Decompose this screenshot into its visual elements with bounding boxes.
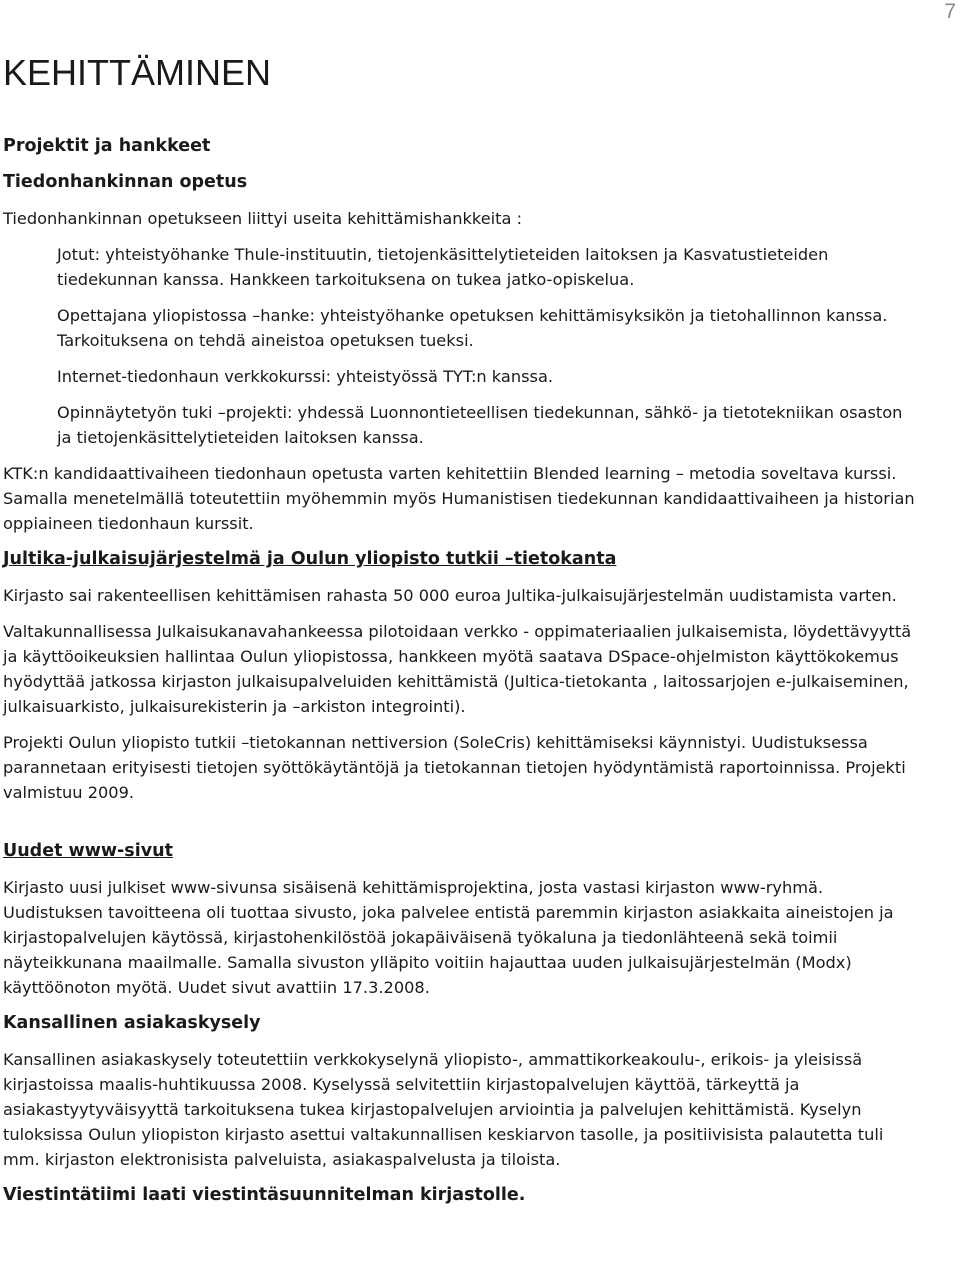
section-heading-www: Uudet www-sivut [3, 841, 173, 861]
list-item: Opinnäytetyön tuki –projekti: yhdessä Luonnontieteellisen tiedekunnan, sähkö- ja tietotekniikan osaston ja tietojenkäsittelytieteiden laitoksen kanssa. [57, 403, 903, 447]
section-subheading-info-retrieval: Tiedonhankinnan opetus [3, 172, 248, 192]
document-body [3, 134, 918, 1219]
list-item: Internet-tiedonhaun verkkokurssi: yhteistyössä TYT:n kanssa. [57, 367, 554, 386]
paragraph-www: Kirjasto uusi julkiset www-sivunsa sisäisenä kehittämisprojektina, josta vastasi kirjaston www-ryhmä. Uudistuksen tavoitteena oli tuottaa sivusto, joka palvelee entistä paremmin kirjaston asiakkaita aineistojen ja kirjastopalvelujen käytössä, kirjastohenkilöstöä jokapäiväisenä työkaluna ja tiedonlähteenä sekä toimii näyteikkunana maailmalle. Samalla sivuston ylläpito voitiin hajauttaa uuden julkaisujärjestelmän (Modx) käyttöönoton myötä. Uudet sivut avattiin 17.3.2008. [3, 878, 894, 997]
section-heading-jultika: Jultika-julkaisujärjestelmä ja Oulun yliopisto tutkii –tietokanta [3, 549, 617, 569]
list-item: Opettajana yliopistossa –hanke: yhteistyöhanke opetuksen kehittämisyksikön ja tietohallinnon kanssa. Tarkoituksena on tehdä aineistoa opetuksen tueksi. [57, 306, 888, 350]
page-title: KEHITTÄMINEN [3, 52, 272, 93]
page-number: 7 [944, 0, 956, 23]
section-heading-survey: Kansallinen asiakaskysely [3, 1013, 261, 1033]
paragraph-jultika-1: Kirjasto sai rakenteellisen kehittämisen rahasta 50 000 euroa Jultika-julkaisujärjestelmän uudistamista varten. [3, 586, 897, 605]
section-heading-communication: Viestintätiimi laati viestintäsuunnitelman kirjastolle. [3, 1185, 526, 1205]
section-heading-projects: Projektit ja hankkeet [3, 136, 211, 156]
paragraph-jultika-3: Projekti Oulun yliopisto tutkii –tietokannan nettiversion (SoleCris) kehittämiseksi käynnistyi. Uudistuksessa parannetaan erityisesti tietojen syöttökäytäntöjä ja tietokannan tietojen hyödyntämistä raportoinnissa. Projekti valmistuu 2009. [3, 733, 906, 802]
paragraph-intro: Tiedonhankinnan opetukseen liittyi useita kehittämishankkeita : [3, 209, 523, 228]
list-item: Jotut: yhteistyöhanke Thule-instituutin, tietojenkäsittelytieteiden laitoksen ja Kasvatustieteiden tiedekunnan kanssa. Hankkeen tarkoituksena on tukea jatko-opiskelua. [57, 245, 829, 289]
paragraph-survey: Kansallinen asiakaskysely toteutettiin verkkokyselynä yliopisto-, ammattikorkeakoulu-, erikois- ja yleisissä kirjastoissa maalis-huhtikuussa 2008. Kyselyssä selvitettiin kirjastopalvelujen käyttöä, tärkeyttä ja asiakastyytyväisyyttä tarkoituksena tukea kirjastopalvelujen arviointia ja palvelujen kehittämistä. Kyselyn tuloksissa Oulun yliopiston kirjasto asettui valtakunnallisen keskiarvon tasolle, ja positiivisista palautetta tuli mm. kirjaston elektronisista palveluista, asiakaspalvelusta ja tiloista. [3, 1050, 884, 1169]
paragraph-ktk: KTK:n kandidaattivaiheen tiedonhaun opetusta varten kehitettiin Blended learning – metodia soveltava kurssi. Samalla menetelmällä toteutettiin myöhemmin myös Humanistisen tiedekunnan kandidaattivaiheen ja historian oppiaineen tiedonhaun kurssit. [3, 464, 915, 533]
paragraph-jultika-2: Valtakunnallisessa Julkaisukanavahankeessa pilotoidaan verkko - oppimateriaalien julkaisemista, löydettävyyttä ja käyttöoikeuksien hallintaa Oulun yliopistossa, hankkeen myötä saatava DSpace-ohjelmiston käyttökokemus hyödyttää jatkossa kirjaston julkaisupalveluiden kehittämistä (Jultica-tietokanta , laitossarjojen e-julkaiseminen, julkaisuarkisto, julkaisurekisterin ja –arkiston integrointi). [3, 622, 912, 716]
